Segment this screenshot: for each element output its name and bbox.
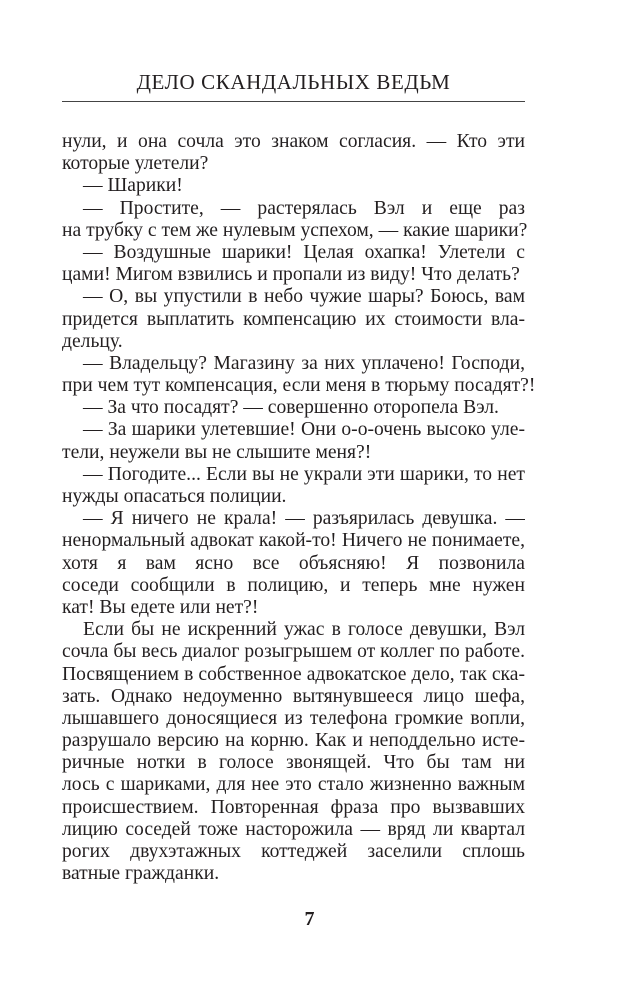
- text-line: сочла бы весь диалог розыгрышем от коллег по работе.: [62, 641, 525, 663]
- text-line: лышавшего доносящиеся из телефона громкие вопли,: [62, 707, 525, 729]
- body-text: [62, 131, 536, 885]
- text-line: на трубку с тем же нулевым успехом, — какие шарики?: [62, 219, 528, 241]
- text-line: — О, вы упустили в небо чужие шары? Боюсь, вам: [83, 286, 525, 308]
- text-line: разрушало версию на корню. Как и неподдельно исте-: [62, 730, 525, 752]
- text-line: ненормальный адвокат какой-то! Ничего не понимаете,: [62, 530, 525, 552]
- text-line: ватные гражданки.: [62, 863, 220, 885]
- header-rule: [62, 101, 525, 102]
- text-line: лицию соседей тоже насторожила — вряд ли квартал: [62, 818, 525, 840]
- text-line: — За что посадят? — совершенно оторопела Вэл.: [83, 397, 499, 419]
- text-line: — Владельцу? Магазину за них уплачено! Господи,: [83, 352, 525, 374]
- text-line: — За шарики улетевшие! Они о-о-очень высоко уле-: [83, 419, 525, 441]
- text-line: ричные нотки в голосе звонящей. Что бы там ни: [62, 752, 525, 774]
- text-line: которые улетели?: [62, 153, 209, 175]
- text-line: соседи сообщили в полицию, и теперь мне нужен: [62, 574, 525, 596]
- text-line: происшествием. Повторенная фраза про вызвавших: [62, 796, 525, 818]
- text-line: лось с шариками, для нее это стало жизненно важным: [62, 774, 525, 796]
- text-line: хотя я вам ясно все объясняю! Я позвонила: [62, 552, 525, 574]
- text-line: нули, и она сочла это знаком согласия. — Кто эти: [62, 131, 525, 152]
- running-header: ДЕЛО СКАНДАЛЬНЫХ ВЕДЬМ: [136, 70, 451, 94]
- text-line: — Я ничего не крала! — разъярилась девушка. —: [83, 508, 525, 530]
- text-line: тели, неужели вы не слышите меня?!: [62, 441, 372, 463]
- text-line: кат! Вы едете или нет?!: [62, 596, 259, 618]
- text-line: нужды опасаться полиции.: [62, 486, 287, 507]
- text-line: — Простите, — растерялась Вэл и еще раз: [83, 197, 525, 219]
- text-line: Если бы не искренний ужас в голосе девушки, Вэл: [83, 619, 525, 641]
- text-line: — Воздушные шарики! Целая охапка! Улетели с: [83, 241, 525, 263]
- page-number: 7: [304, 908, 315, 930]
- text-line: цами! Мигом взвились и пропали из виду! Что делать?: [62, 264, 520, 286]
- text-line: дельцу.: [62, 330, 123, 352]
- text-line: рогих двухэтажных коттеджей заселили сплошь: [62, 841, 525, 862]
- text-line: придется выплатить компенсацию их стоимости вла-: [62, 308, 525, 330]
- text-line: при чем тут компенсация, если меня в тюрьму посадят?!: [62, 375, 536, 397]
- text-line: — Шарики!: [83, 175, 183, 197]
- text-line: зать. Однако недоуменно вытянувшееся лицо шефа,: [62, 685, 525, 707]
- text-line: Посвящением в собственное адвокатское дело, так ска-: [62, 663, 525, 685]
- text-line: — Погодите... Если вы не украли эти шарики, то нет: [83, 463, 525, 485]
